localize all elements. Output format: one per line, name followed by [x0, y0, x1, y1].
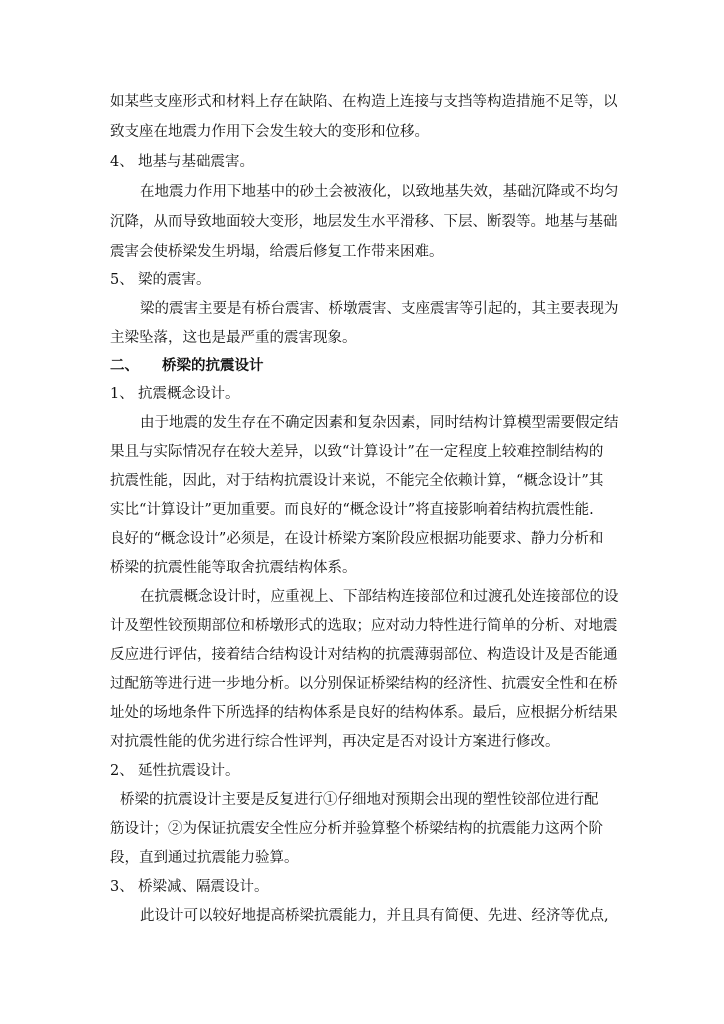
paragraph-line: 抗震性能，因此，对于结构抗震设计来说，不能完全依赖计算，“概念设计”其	[110, 473, 604, 489]
paragraph-line: 在抗震概念设计时，应重视上、下部结构连接部位和过渡孔处连接部位的设	[140, 589, 619, 605]
paragraph-line: 果且与实际情况存在较大差异，以致“计算设计”在一定程度上较难控制结构的	[110, 444, 604, 460]
list-item-text: 桥梁减、隔震设计。	[138, 879, 269, 895]
paragraph-line: 沉降，从而导致地面较大变形，地层发生水平滑移、下层、断裂等。地基与基础	[110, 214, 618, 230]
paragraph-line: 实比“计算设计”更加重要。而良好的“概念设计”将直接影响着结构抗震性能.	[110, 502, 594, 518]
section-title: 桥梁的抗震设计	[162, 358, 264, 374]
section-heading	[110, 356, 620, 376]
list-number: 5、	[110, 272, 134, 288]
paragraph-line: 筋设计；②为保证抗震安全性应分析并验算整个桥梁结构的抗震能力这两个阶	[110, 821, 603, 837]
paragraph-line: 主梁坠落，这也是最严重的震害现象。	[110, 330, 357, 346]
list-number: 4、	[110, 154, 134, 170]
paragraph-line: 桥梁的抗震性能等取舍抗震结构体系。	[110, 560, 357, 576]
paragraph-line: 对抗震性能的优劣进行综合性评判，再决定是否对设计方案进行修改。	[110, 734, 560, 750]
list-item-4	[110, 152, 620, 172]
list-item-text: 地基与基础震害。	[138, 154, 254, 170]
paragraph-line: 震害会使桥梁发生坍塌，给震后修复工作带来困难。	[110, 244, 444, 260]
list-item-text: 延性抗震设计。	[138, 763, 240, 779]
paragraph-line: 如某些支座形式和材料上存在缺陷、在构造上连接与支挡等构造措施不足等，以	[110, 94, 618, 110]
paragraph-line: 段，直到通过抗震能力验算。	[110, 850, 299, 866]
list-item-5	[110, 270, 620, 290]
paragraph-line: 此设计可以较好地提高桥梁抗震能力，并且具有简便、先进、经济等优点,	[140, 908, 609, 924]
list-number: 1、	[110, 386, 134, 402]
list-number: 2、	[110, 763, 134, 779]
paragraph-line: 致支座在地震力作用下会发生较大的变形和位移。	[110, 124, 429, 140]
paragraph-line: 梁的震害主要是有桥台震害、桥墩震害、支座震害等引起的，其主要表现为	[140, 301, 619, 317]
paragraph-line: 址处的场地条件下所选择的结构体系是良好的结构体系。最后，应根据分析结果	[110, 705, 618, 721]
list-item-2	[110, 761, 620, 781]
list-item-text: 抗震概念设计。	[138, 386, 240, 402]
paragraph-line: 反应进行评估，接着结合结构设计对结构的抗震薄弱部位、构造设计及是否能通	[110, 647, 618, 663]
section-number: 二、	[110, 358, 139, 374]
paragraph-line: 计及塑性铰预期部位和桥墩形式的选取；应对动力特性进行简单的分析、对地震	[110, 618, 618, 634]
paragraph-line: 过配筋等进行进一步地分析。以分别保证桥梁结构的经济性、抗震安全性和在桥	[110, 676, 618, 692]
list-item-1	[110, 384, 620, 404]
list-number: 3、	[110, 879, 134, 895]
paragraph-line: 良好的“概念设计”必须是，在设计桥梁方案阶段应根据功能要求、静力分析和	[110, 531, 604, 547]
paragraph-line: 桥梁的抗震设计主要是反复进行①仔细地对预期会出现的塑性铰部位进行配	[120, 792, 599, 808]
paragraph-line: 在地震力作用下地基中的砂土会被液化，以致地基失效，基础沉降或不均匀	[140, 184, 619, 200]
list-item-3	[110, 877, 620, 897]
paragraph-line: 由于地震的发生存在不确定因素和复杂因素，同时结构计算模型需要假定结	[140, 415, 619, 431]
list-item-text: 梁的震害。	[138, 272, 211, 288]
